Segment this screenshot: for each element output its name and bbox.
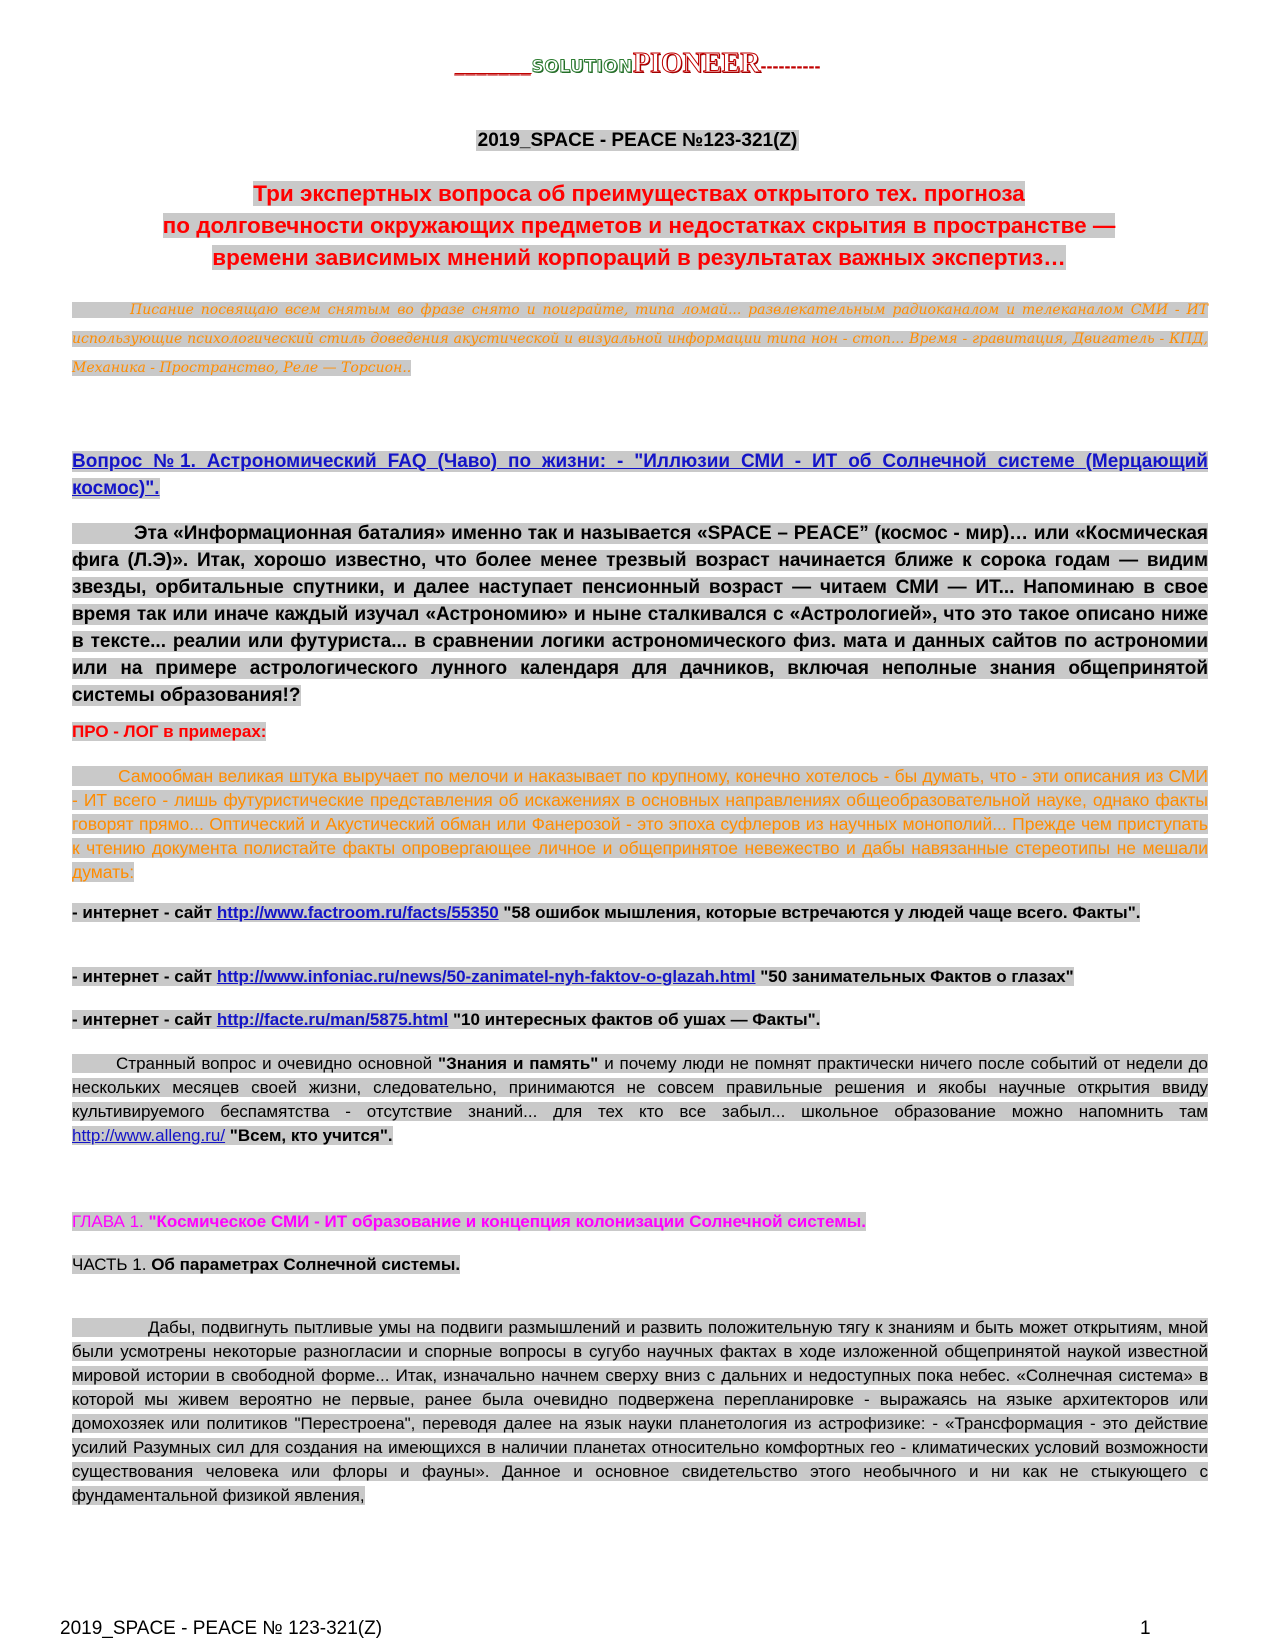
chapter-label: ГЛАВА 1. <box>72 1212 149 1231</box>
logo-solution: SOLUTION <box>531 57 633 77</box>
link-item-3 <box>72 1010 1208 1030</box>
link-item-2-text <box>72 967 1074 986</box>
link-item-1-text <box>72 903 1140 922</box>
question-1-heading[interactable] <box>72 448 1208 502</box>
self-deception-text <box>72 766 1208 882</box>
logo-dashes-left: _______ <box>454 56 532 76</box>
part-label: ЧАСТЬ 1. <box>72 1255 152 1274</box>
logo-pioneer: PIONEER <box>632 48 761 79</box>
chapter-1-heading <box>72 1212 1208 1232</box>
part-1-text <box>72 1255 460 1274</box>
body-text <box>72 1318 1208 1505</box>
page-footer: 2019_SPACE - PEACE № 123-321(Z) <box>60 1618 383 1639</box>
part-1-heading <box>72 1255 1208 1275</box>
link-1-title: "58 ошибок мышления, которые встречаются у людей чаще всего. Факты". <box>498 903 1141 922</box>
document-title <box>0 130 1275 152</box>
link-3-title: "10 интересных фактов об ушах — Факты". <box>448 1010 821 1029</box>
dedication-text <box>72 302 1208 376</box>
link-3-url[interactable]: http://facte.ru/man/5875.html <box>216 1010 449 1029</box>
headline-line-1: Три экспертных вопроса об преимуществах открытого тех. прогноза <box>253 181 1025 206</box>
memory-url[interactable]: http://www.alleng.ru/ <box>72 1126 226 1145</box>
body-content: Дабы, подвигнуть пытливые умы на подвиги размышлений и развить положительную тягу к знаниям и быть может открытиям, мной были усмотрены некоторые разногласии и спорные вопросы в сугубо научных фактах в ходе изложенной общепринятой наукой известной мировой истории в свободной форме... Итак, изначально начнем сверху вниз с дальних и недоступных пока небес. «Солнечная система» в которой мы живем вероятно не первые, ранее была очевидно подвержена перепланировке - выражаясь на языке архитекторов или домохозяек или политиков "Перестроена", переводя далее на язык науки планетология из астрофизике: - «Трансформация - это действие усилий Разумных сил для создания на имеющихся в наличии планетах относительно комфортных гео - климатических условий возможности существования человека или флоры и фауны». Данное и основное свидетельство этого необычного и ни как не стыкующего с фундаментальной физикой явления, <box>72 1318 1208 1505</box>
headline-line-3: времени зависимых мнений корпораций в результатах важных экспертиз… <box>212 245 1066 270</box>
link-2-title: "50 занимательных Фактов о глазах" <box>755 967 1074 986</box>
link-1-prefix: - интернет - сайт <box>72 903 217 922</box>
logo-dashes-right: ---------- <box>760 56 821 76</box>
dedication-content: Писание посвящаю всем снятым во фразе снято и поиграйте, типа ломай... развлекательным радиоканалом и телеканалом СМИ - ИТ использующие психологический стиль доведения акустической и визуальной информации типа нон - стоп... Время - гравитация, Двигатель - КПД, Механика - Пространство, Реле — Торсион.. <box>72 302 1208 376</box>
body-paragraph <box>72 1316 1208 1508</box>
intro-content: Эта «Информационная баталия» именно так и называется «SPACE – PEACE” (космос - мир)… или «Космическая фига (Л.Э)». Итак, хорошо известно, что более менее трезвый возраст начинается ближе к сорока годам — видим звезды, орбитальные спутники, и далее наступает пенсионный возраст — читаем СМИ — ИТ... Напоминаю в свое время так или иначе каждый изучал «Астрономию» и ныне сталкивался с «Астрологией», что это такое описано ниже в тексте... реалии или футуриста... в сравнении логики астрономического физ. мата и данных сайтов по астрономии или на примере астрологического лунного календаря для дачников, включая неполные знания общепринятой системы образования!? <box>72 523 1208 706</box>
memory-after: и почему люди не помнят практически ничего после событий от недели до нескольких месяцев своей жизни, следовательно, принимаются не совсем правильные решения и якобы научные открытия ввиду культивируемого беспамятства - отсутствие знаний... для тех кто все забыл... школьное образование можно напомнить там <box>72 1054 1208 1121</box>
link-2-prefix: - интернет - сайт <box>72 967 217 986</box>
memory-paragraph <box>72 1052 1208 1148</box>
document-title-text: 2019_SPACE - PEACE №123-321(Z) <box>477 130 798 151</box>
memory-end: "Всем, кто учится". <box>225 1126 393 1145</box>
chapter-title: "Космическое СМИ - ИТ образование и концепция колонизации Солнечной системы. <box>148 1212 867 1231</box>
link-item-2 <box>72 967 1208 987</box>
chapter-1-text <box>72 1212 866 1231</box>
intro-paragraph <box>72 520 1208 709</box>
prolog-text: ПРО - ЛОГ в примерах: <box>72 722 267 741</box>
part-title: Об параметрах Солнечной системы. <box>151 1255 461 1274</box>
self-deception-paragraph <box>72 764 1208 884</box>
memory-before: Странный вопрос и очевидно основной <box>116 1054 439 1073</box>
dedication-paragraph <box>72 296 1208 383</box>
link-1-url[interactable]: http://www.factroom.ru/facts/55350 <box>216 903 499 922</box>
memory-text <box>72 1054 1208 1145</box>
prolog-heading <box>72 722 1208 742</box>
link-item-3-text <box>72 1010 820 1029</box>
link-3-prefix: - интернет - сайт <box>72 1010 217 1029</box>
intro-text <box>72 523 1208 706</box>
page-number: 1 <box>1140 1618 1151 1639</box>
headline-line-2: по долговечности окружающих предметов и недостатках скрытия в пространстве — <box>162 213 1116 238</box>
link-2-url[interactable]: http://www.infoniac.ru/news/50-zanimatel-nyh-faktov-o-glazah.html <box>216 967 756 986</box>
link-item-1 <box>72 900 1208 925</box>
headline <box>70 178 1208 274</box>
question-1-text[interactable]: Вопрос №1. Астрономический FAQ (Чаво) по жизни: - "Иллюзии СМИ - ИТ об Солнечной системе (Мерцающий космос)". <box>72 451 1208 499</box>
memory-bold: "Знания и память" <box>438 1054 599 1073</box>
self-deception-content: Самообман великая штука выручает по мелочи и наказывает по крупному, конечно хотелось - бы думать, что - эти описания из СМИ - ИТ всего - лишь футуристические представления об искажениях в основных направлениях общеобразовательной науке, однако факты говорят прямо... Оптический и Акустический обман или Фанерозой - это эпоха суфлеров из научных монополий... Прежде чем приступать к чтению документа полистайте факты опровергающее личное и общепринятое невежество и дабы навязанные стереотипы не мешали думать: <box>72 766 1208 882</box>
logo <box>0 48 1275 80</box>
